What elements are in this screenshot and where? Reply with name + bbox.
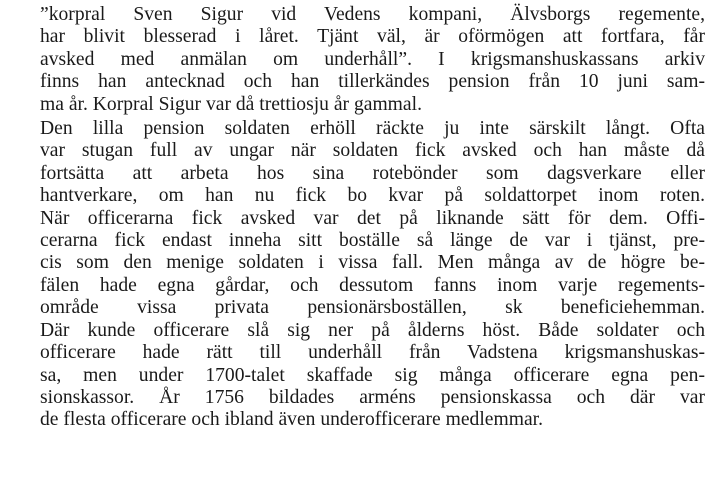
- text-line: de flesta officerare och ibland även underofficerare medlemmar.: [40, 409, 544, 431]
- text-line: hantverkare, om han nu fick bo kvar på soldattorpet inom roten.: [40, 185, 705, 207]
- text-line: officerare hade rätt till underhåll från Vadstena krigsmanshuskas-: [40, 342, 705, 364]
- text-line: Där kunde officerare slå sig ner på ålderns höst. Både soldater och: [40, 319, 705, 341]
- text-line: har blivit blesserad i låret. Tjänt väl, är oförmögen att fortfara, får: [40, 26, 705, 48]
- text-line: var stugan full av ungar när soldaten fick avsked och han måste då: [40, 140, 705, 162]
- body-text: [40, 4, 705, 434]
- paragraph-1: [40, 4, 705, 116]
- text-line: fälen hade egna gårdar, och dessutom fanns inom varje regements-: [40, 274, 705, 296]
- text-line: område vissa privata pensionärsboställen, sk beneficiehemman.: [40, 297, 705, 319]
- text-line: fortsätta att arbeta hos sina rotebönder som dagsverkare eller: [40, 162, 705, 184]
- text-line: cerarna fick endast inneha sitt boställe så länge de var i tjänst, pre-: [40, 230, 705, 252]
- text-line: När officerarna fick avsked var det på liknande sätt för dem. Offi-: [40, 207, 705, 229]
- text-line: sionskassor. År 1756 bildades arméns pensionskassa och där var: [40, 386, 705, 408]
- text-line: ”korpral Sven Sigur vid Vedens kompani, Älvsborgs regemente,: [40, 4, 705, 25]
- text-line: finns han antecknad och han tillerkändes pension från 10 juni sam-: [40, 71, 705, 93]
- paragraph-2: [40, 118, 705, 432]
- text-line: avsked med anmälan om underhåll”. I krigsmanshuskassans arkiv: [40, 48, 705, 70]
- text-line: cis som den menige soldaten i vissa fall. Men många av de högre be-: [40, 252, 705, 274]
- text-line: ma år. Korpral Sigur var då trettiosju år gammal.: [40, 93, 422, 115]
- text-line: sa, men under 1700-talet skaffade sig många officerare egna pen-: [40, 364, 705, 386]
- text-line: Den lilla pension soldaten erhöll räckte ju inte särskilt långt. Ofta: [40, 118, 705, 140]
